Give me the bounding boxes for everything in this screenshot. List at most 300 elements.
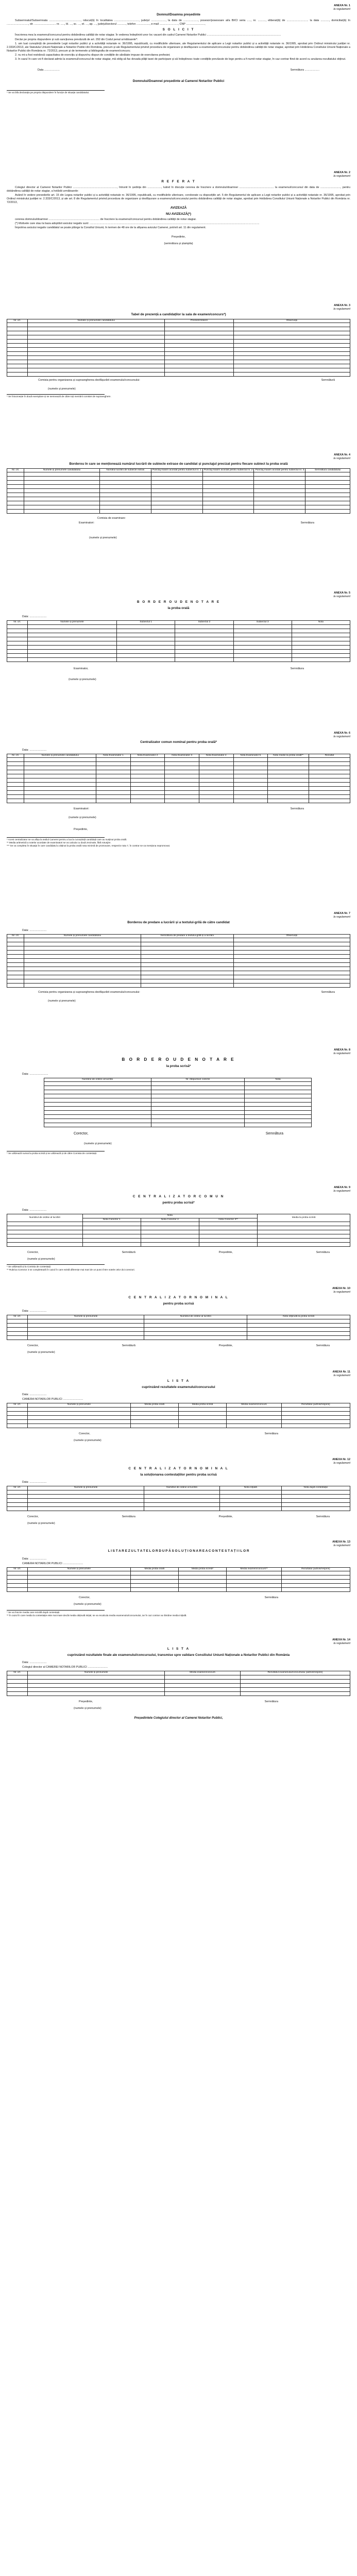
table-row — [7, 963, 350, 967]
table-cell — [24, 984, 141, 988]
table-cell — [130, 1571, 178, 1575]
table-cell — [144, 1498, 220, 1502]
table-cell — [141, 975, 233, 979]
table-cell — [178, 1411, 226, 1415]
table-cell — [268, 774, 309, 778]
table-row — [7, 1222, 350, 1226]
table-row — [7, 1230, 350, 1234]
table-row — [7, 624, 350, 629]
table-cell — [245, 1118, 312, 1123]
table-cell — [7, 641, 28, 645]
table-row — [7, 1691, 350, 1696]
table-cell — [258, 1222, 350, 1226]
annex-14-rows — [7, 1675, 350, 1696]
annex-4-committee: Comisia de examinare: — [97, 517, 126, 520]
table-cell — [96, 791, 131, 795]
annex-6-president: Președinte, — [74, 828, 88, 832]
table-cell — [165, 335, 233, 340]
table-cell — [151, 505, 202, 510]
table-cell — [199, 795, 233, 799]
table-cell — [144, 1323, 247, 1327]
table-cell — [24, 766, 96, 770]
table-cell — [27, 1327, 144, 1331]
table-header: Media proba scrisă* — [178, 1567, 226, 1571]
annex-5-signature-label: Semnătura — [290, 667, 304, 670]
table-cell — [7, 489, 24, 493]
table-cell — [233, 335, 350, 340]
table-cell — [233, 360, 350, 364]
table-cell — [7, 795, 24, 799]
table-cell — [165, 1687, 241, 1691]
annex-14-title: L I S T A — [167, 1647, 190, 1651]
annex-4-number: ANEXA Nr. 4 la regulament — [333, 453, 350, 461]
table-cell — [27, 653, 116, 657]
table-header: Nota medie la proba orală** — [268, 754, 309, 757]
annex-8-name-note: (numele și prenumele) — [84, 1142, 112, 1146]
table-cell — [7, 959, 24, 963]
table-cell — [309, 799, 350, 803]
table-row — [7, 472, 350, 477]
table-cell — [24, 955, 141, 959]
table-cell — [141, 955, 233, 959]
table-cell — [268, 770, 309, 774]
table-row — [7, 791, 350, 795]
table-cell — [27, 649, 116, 653]
annex-14-name-note: (numele și prenumele) — [74, 1706, 101, 1710]
annex-13-date: Data: ...................... — [22, 1557, 47, 1561]
table-cell — [7, 327, 28, 331]
table-cell — [165, 372, 233, 377]
table-row — [44, 1081, 312, 1086]
table-cell — [141, 951, 233, 955]
table-cell — [151, 1123, 245, 1127]
table-cell — [27, 323, 164, 327]
table-cell — [7, 1679, 28, 1683]
table-cell — [199, 762, 233, 766]
table-cell — [165, 758, 199, 762]
table-header: Media examen/concurs — [227, 1403, 282, 1407]
annex-11-section — [7, 1370, 350, 1443]
table-cell — [96, 762, 131, 766]
table-cell — [227, 1415, 282, 1419]
table-cell — [268, 778, 309, 783]
table-cell — [130, 795, 165, 799]
table-cell — [240, 1687, 350, 1691]
table-cell — [24, 472, 100, 477]
table-header: Nota inițială — [219, 1486, 281, 1490]
table-cell — [233, 372, 350, 377]
table-cell — [7, 1335, 28, 1340]
annex-7-section — [7, 912, 350, 1003]
table-row — [7, 344, 350, 348]
table-row — [44, 1090, 312, 1094]
annex-8-date: Data: ........................ — [22, 1072, 48, 1076]
table-cell — [233, 641, 292, 645]
table-row — [7, 501, 350, 505]
table-cell — [7, 1683, 28, 1687]
table-cell — [281, 1411, 350, 1415]
annex-14-president: Președinte, — [79, 1700, 93, 1703]
table-cell — [7, 942, 24, 946]
table-cell — [141, 1222, 199, 1226]
table-cell — [7, 1407, 28, 1411]
table-cell — [7, 348, 28, 352]
annex-6-footnote-2: ** Media aritmetică a notelor acordate de examinatori se va calcula cu două zecimale, fără rotunjire. — [7, 841, 111, 844]
table-cell — [227, 1584, 282, 1588]
table-cell — [24, 762, 96, 766]
table-cell — [233, 331, 350, 335]
table-row — [7, 335, 350, 340]
table-row — [7, 1571, 350, 1575]
table-cell — [99, 501, 151, 505]
table-cell — [7, 1230, 83, 1234]
table-cell — [27, 1502, 144, 1506]
table-header: Media examen/concurs** — [227, 1567, 282, 1571]
table-header: Observații — [233, 934, 350, 938]
table-cell — [7, 497, 24, 501]
table-cell — [233, 629, 292, 633]
table-cell — [7, 1490, 28, 1494]
table-cell — [281, 1502, 350, 1506]
annex-6-examiners: Examinatori: — [74, 807, 89, 811]
table-cell — [7, 938, 24, 942]
annex-1-paragraph-2: Declar pe propria răspundere și sub sancțiunea prevăzută de art. 292 din Codul penal următoarele*: — [15, 38, 138, 41]
table-cell — [7, 984, 24, 988]
table-cell — [219, 1490, 281, 1494]
annex-11-table — [7, 1403, 350, 1428]
annex-7-rows — [7, 938, 350, 988]
table-row — [7, 1335, 350, 1340]
table-header: Punctaj maxim acordat pentru subiectul nr. 3 — [254, 468, 305, 472]
table-cell — [27, 641, 116, 645]
table-cell — [233, 327, 350, 331]
table-cell — [7, 1242, 83, 1246]
table-cell — [305, 472, 350, 477]
table-cell — [202, 489, 254, 493]
table-header: Numărul de ordine al lucrării — [144, 1315, 247, 1319]
table-cell — [117, 653, 175, 657]
table-cell — [44, 1102, 151, 1106]
table-cell — [7, 1584, 28, 1588]
annex-13-rows — [7, 1571, 350, 1592]
table-cell — [24, 493, 100, 497]
annex-6-rows — [7, 758, 350, 803]
table-cell — [309, 766, 350, 770]
annex-13-footnote-rule — [7, 1610, 105, 1611]
table-cell — [27, 1415, 130, 1419]
table-header: Nota Corector 2 — [141, 1218, 199, 1222]
table-header: Numărul de ordine al lucrării — [7, 1214, 83, 1222]
annex-9-subtitle: pentru proba scrisă* — [162, 1200, 195, 1205]
table-row — [7, 637, 350, 641]
annex-10-signature-2: Semnătura — [316, 1344, 330, 1347]
annex-4-rows — [7, 472, 350, 514]
table-cell — [233, 774, 268, 778]
annex-2-president-note: (semnătura și ștampila) — [164, 242, 193, 245]
annex-5-date: Data: ...................... — [22, 615, 47, 619]
table-cell — [151, 501, 202, 505]
table-header: Subiectul 1 — [117, 621, 175, 624]
table-cell — [233, 624, 292, 629]
table-cell — [141, 979, 233, 984]
annex-10-corrector: Corector, — [27, 1344, 39, 1347]
annex-7-title: Borderou de predare a lucrării și a textului-grilă de către candidat — [127, 921, 230, 925]
table-cell — [96, 787, 131, 791]
table-cell — [309, 791, 350, 795]
annex-14-table — [7, 1671, 350, 1696]
table-cell — [309, 778, 350, 783]
table-cell — [233, 959, 350, 963]
annex-13-name-note: (numele și prenumele) — [74, 1603, 101, 1606]
table-cell — [27, 1411, 130, 1415]
table-cell — [130, 1588, 178, 1592]
annex-1-section — [7, 4, 350, 94]
annex-6-footnote-3: *** Se va completa în situația în care candidatul a obținut la proba orală nota minimă de promovare, respectiv nota 7, în contrar se va menționa nepromovat. — [7, 844, 171, 847]
table-cell — [305, 485, 350, 489]
table-header: Subiectul 3 — [233, 621, 292, 624]
table-cell — [305, 489, 350, 493]
annex-4-title: Borderou în care se menționează numărul lucrării de subiecte extrase de candidat și punctajul precizat pentru fiecare subiect la proba orală — [69, 462, 288, 466]
annex-13-chamber: CAMERA NOTARILOR PUBLICI .......................... — [22, 1562, 83, 1565]
table-cell — [165, 1675, 241, 1679]
table-cell — [233, 963, 350, 967]
table-cell — [175, 649, 233, 653]
table-cell — [24, 497, 100, 501]
table-cell — [7, 975, 24, 979]
table-row — [7, 1575, 350, 1580]
table-cell — [130, 778, 165, 783]
table-cell — [7, 481, 24, 485]
table-cell — [305, 510, 350, 514]
table-row — [7, 327, 350, 331]
table-cell — [281, 1571, 350, 1575]
table-header: Media proba orală — [130, 1403, 178, 1407]
table-cell — [27, 368, 164, 372]
table-cell — [240, 1683, 350, 1687]
table-cell — [96, 770, 131, 774]
annex-7-table — [7, 934, 350, 988]
table-row — [7, 629, 350, 633]
annex-3-signature-label: Semnătură — [321, 379, 335, 382]
annex-3-committee-label: Comisia pentru organizarea și supravegherea desfășurării examenului/concursului: — [38, 379, 140, 382]
table-header: Nota Examinator 2 — [130, 754, 165, 757]
table-cell — [7, 1323, 28, 1327]
table-cell — [292, 629, 350, 633]
annex-7-date: Data: ...................... — [22, 928, 47, 932]
table-cell — [233, 340, 350, 344]
table-cell — [7, 356, 28, 360]
table-cell — [7, 352, 28, 356]
table-cell — [24, 799, 96, 803]
table-cell — [292, 645, 350, 649]
table-cell — [141, 971, 233, 975]
table-cell — [7, 1331, 28, 1335]
annex-1-paragraph-1: Înscrierea mea la examenul/concursul pentru dobândirea calității de notar stagiar. În vederea îndeplinirii unor loc vacant din cadrul Camerei Notarilor Publici ................................................................................................ — [15, 33, 281, 37]
annex-13-footnote-1: * Se va înscrie media care rezultă după contestații. — [7, 1611, 60, 1614]
table-cell — [165, 323, 233, 327]
table-cell — [233, 368, 350, 372]
annex-1-footnote: * Se va bifa declarația pe propria răspundere în funcție de situația candidatului. — [7, 91, 90, 94]
table-cell — [233, 791, 268, 795]
annex-12-date: Data: ...................... — [22, 1481, 47, 1484]
table-row — [7, 1584, 350, 1588]
table-cell — [96, 795, 131, 799]
table-row — [7, 959, 350, 963]
table-cell — [199, 787, 233, 791]
table-cell — [258, 1242, 350, 1246]
table-cell — [7, 799, 24, 803]
table-cell — [199, 778, 233, 783]
table-row — [7, 1494, 350, 1498]
table-cell — [233, 348, 350, 352]
table-cell — [7, 485, 24, 489]
table-row — [7, 645, 350, 649]
table-cell — [219, 1502, 281, 1506]
table-cell — [245, 1098, 312, 1102]
table-cell — [268, 787, 309, 791]
annex-1-paragraph-5: 3. în cazul în care voi fi declarat admis la examenul/concursul de notar stagiar, mă oblig să fac dovada plății taxei de participare și să îndeplinesc toate condițiile prevăzute de lege pentru a fi numit notar stagiar, în caz contrar fiind de acord cu anularea rezultatului obținut. — [15, 58, 346, 61]
table-cell — [292, 649, 350, 653]
table-cell — [7, 1226, 83, 1230]
table-row — [7, 762, 350, 766]
table-cell — [165, 352, 233, 356]
annex-8-section — [7, 1048, 350, 1155]
table-cell — [141, 938, 233, 942]
table-cell — [233, 649, 292, 653]
table-row — [7, 352, 350, 356]
table-cell — [178, 1423, 226, 1428]
table-cell — [202, 497, 254, 501]
table-cell — [165, 1679, 241, 1683]
table-cell — [151, 472, 202, 477]
table-cell — [130, 783, 165, 787]
annex-14-signature-label: Semnătura — [264, 1700, 278, 1703]
table-cell — [7, 762, 24, 766]
table-row — [7, 368, 350, 372]
table-cell — [27, 356, 164, 360]
table-cell — [254, 501, 305, 505]
annex-5-name-note: (numele și prenumele) — [69, 677, 96, 681]
table-header: Nr. crt. — [7, 754, 24, 757]
table-cell — [24, 791, 96, 795]
annex-8-signature-label: Semnătura — [265, 1131, 283, 1136]
annex-13-corrector: Corector, — [79, 1596, 90, 1600]
annex-14-subtitle: cuprinzând rezultatele finale ale examenului/concursului, transmise spre validare Consiliului Uniunii Naționale a Notarilor Publici din România — [67, 1653, 290, 1657]
table-cell — [178, 1588, 226, 1592]
table-cell — [144, 1502, 220, 1506]
table-cell — [141, 1238, 199, 1242]
table-cell — [240, 1691, 350, 1696]
table-cell — [305, 505, 350, 510]
table-cell — [199, 766, 233, 770]
table-cell — [82, 1222, 141, 1226]
table-cell — [305, 493, 350, 497]
table-cell — [247, 1327, 350, 1331]
annex-12-table — [7, 1486, 350, 1511]
table-cell — [7, 624, 28, 629]
table-row — [7, 653, 350, 657]
table-row — [7, 477, 350, 481]
table-row — [7, 1498, 350, 1502]
table-cell — [281, 1494, 350, 1498]
table-header: Rezultat — [309, 754, 350, 757]
table-cell — [151, 1086, 245, 1090]
table-row — [44, 1123, 312, 1127]
annex-2-number: ANEXA Nr. 2 la regulament — [333, 171, 350, 178]
annex-4-table — [7, 468, 350, 514]
table-cell — [99, 497, 151, 501]
table-cell — [165, 787, 199, 791]
table-cell — [7, 783, 24, 787]
table-cell — [7, 774, 24, 778]
table-row — [7, 795, 350, 799]
table-cell — [151, 510, 202, 514]
table-cell — [281, 1498, 350, 1502]
table-cell — [7, 1502, 28, 1506]
table-cell — [245, 1081, 312, 1086]
table-cell — [7, 951, 24, 955]
annex-10-table — [7, 1315, 350, 1340]
table-header: Numele și prenumele candidatului — [24, 754, 96, 757]
table-cell — [7, 1238, 83, 1242]
table-row — [7, 497, 350, 501]
table-row — [44, 1102, 312, 1106]
table-cell — [178, 1584, 226, 1588]
table-cell — [7, 979, 24, 984]
annex-3-title: Tabel de prezență a candidaților la sala de examen/concurs*) — [131, 313, 226, 317]
table-cell — [96, 774, 131, 778]
table-cell — [227, 1571, 282, 1575]
table-row — [7, 481, 350, 485]
table-cell — [233, 778, 268, 783]
annex-12-signature-2: Semnătura — [316, 1515, 330, 1518]
table-cell — [130, 758, 165, 762]
table-cell — [305, 481, 350, 485]
table-cell — [7, 335, 28, 340]
table-row — [7, 984, 350, 988]
table-cell — [305, 501, 350, 505]
annex-1-intro: Subsemnatul/Subsemnata ........................................., născut(ă) în localitatea ................................, județul ..................., la data de ..................., posesor/posesoare al/a BI/CI seria ....., nr. .........., eliberat(ă) de ............................ la data ..........., domiciliat(ă) în ............................, str. ............................ nr. ....., bl. ..., sc. ..., et. ..., ap. ..., județul/sectorul ..........., telefon ................., e-mail ........................, CNP ........................, — [7, 19, 350, 26]
table-cell — [27, 633, 116, 637]
table-cell — [7, 770, 24, 774]
table-cell — [141, 967, 233, 971]
table-header: Nr. crt. — [7, 1486, 28, 1490]
table-cell — [7, 1419, 28, 1423]
table-cell — [292, 637, 350, 641]
table-cell — [151, 1102, 245, 1106]
table-cell — [258, 1226, 350, 1230]
table-cell — [24, 951, 141, 955]
annex-8-corrector: Corector, — [74, 1131, 89, 1136]
table-cell — [165, 795, 199, 799]
table-row — [7, 1687, 350, 1691]
table-cell — [233, 637, 292, 641]
table-row — [44, 1098, 312, 1102]
table-cell — [233, 971, 350, 975]
table-cell — [233, 364, 350, 368]
table-row — [7, 758, 350, 762]
table-row — [44, 1094, 312, 1098]
table-cell — [99, 481, 151, 485]
table-cell — [151, 1094, 245, 1098]
table-cell — [245, 1102, 312, 1106]
table-cell — [233, 984, 350, 988]
table-header: Numele și prenumele — [27, 1315, 144, 1319]
table-cell — [202, 510, 254, 514]
table-cell — [178, 1571, 226, 1575]
annex-9-footnote-2: ** Rubrica Corector 3 se completează în cazul în care există diferențe mai mari de un punct între notele celor doi corectori. — [7, 1268, 135, 1272]
table-cell — [202, 477, 254, 481]
